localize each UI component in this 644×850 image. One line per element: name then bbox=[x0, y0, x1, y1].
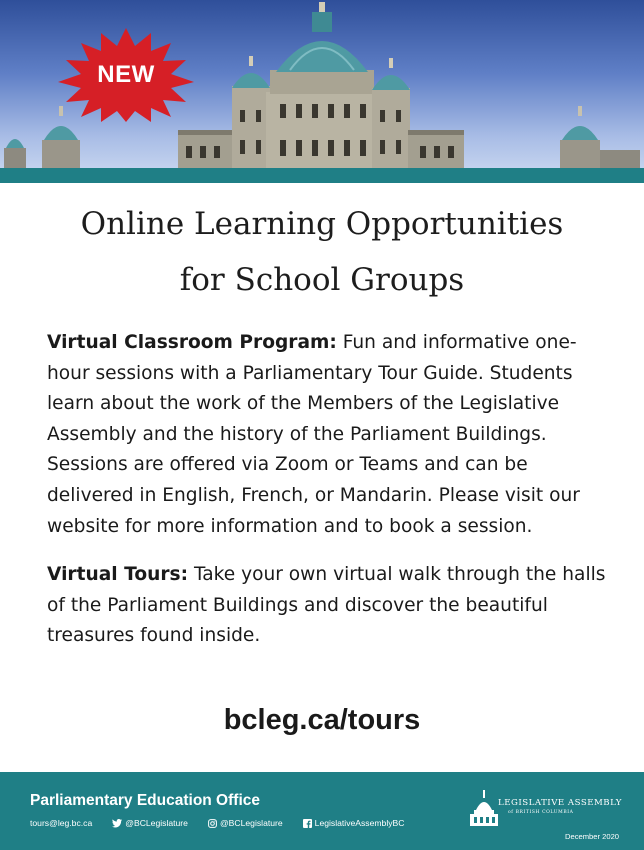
virtual-tours-heading: Virtual Tours: bbox=[47, 564, 189, 586]
email-text: tours@leg.bc.ca bbox=[30, 818, 93, 828]
content bbox=[47, 328, 607, 652]
instagram-link[interactable] bbox=[208, 818, 283, 828]
contact-list bbox=[30, 818, 424, 828]
office-name: Parliamentary Education Office bbox=[30, 792, 260, 809]
hero-strip bbox=[0, 168, 644, 183]
email-link[interactable] bbox=[30, 818, 92, 828]
virtual-tours-paragraph bbox=[47, 560, 607, 652]
virtual-classroom-text: Fun and informative one-hour sessions with a Parliamentary Tour Guide. Students learn about the work of the Members of the Legislative Assembly and the history of the Parliament Buildings. Sessions are offered via Zoom or Teams and can be delivered in English, French, or Mandarin. Please visit our website for more information and to book a session. bbox=[47, 332, 580, 537]
logo-name: LEGISLATIVE ASSEMBLY bbox=[498, 798, 622, 808]
title-line-2: for School Groups bbox=[179, 262, 465, 298]
facebook-handle: LegislativeAssemblyBC bbox=[314, 818, 405, 828]
twitter-link[interactable] bbox=[112, 818, 188, 828]
footer bbox=[0, 772, 644, 850]
twitter-handle: @BCLegislature bbox=[125, 818, 188, 828]
facebook-icon bbox=[303, 819, 312, 828]
twitter-icon bbox=[112, 819, 122, 828]
title-line-1: Online Learning Opportunities bbox=[80, 206, 564, 242]
virtual-classroom-heading: Virtual Classroom Program: bbox=[47, 332, 337, 353]
new-badge bbox=[58, 28, 194, 122]
instagram-icon bbox=[208, 819, 217, 828]
virtual-tours-text: Take your own virtual walk through the halls of the Parliament Buildings and discover the beautiful treasures found inside. bbox=[47, 564, 606, 647]
issue-date: December 2020 bbox=[565, 832, 620, 841]
facebook-link[interactable] bbox=[303, 818, 405, 828]
virtual-classroom-paragraph bbox=[47, 328, 607, 542]
tours-url-link[interactable]: bcleg.ca/tours bbox=[223, 704, 421, 736]
legislature-dome-icon bbox=[468, 788, 500, 828]
instagram-handle: @BCLegislature bbox=[219, 818, 283, 828]
legislative-assembly-logo bbox=[468, 788, 628, 828]
logo-subtitle: of BRITISH COLUMBIA bbox=[508, 810, 574, 815]
badge-label: NEW bbox=[97, 61, 155, 88]
hero-banner bbox=[0, 0, 644, 183]
page-title bbox=[0, 196, 644, 308]
